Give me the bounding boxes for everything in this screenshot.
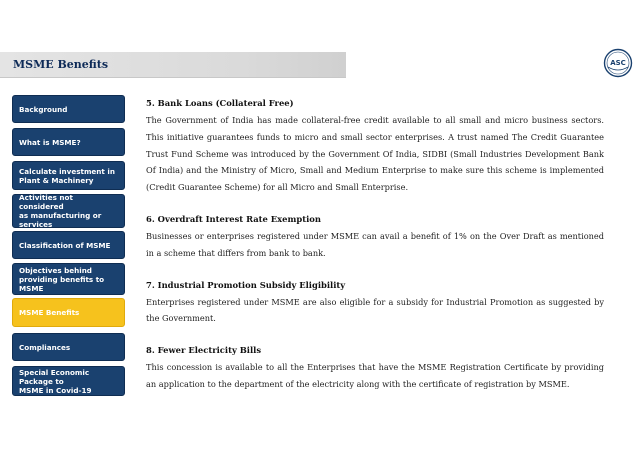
- sidebar-item-label: Special Economic Package to MSME in Covid-19: [19, 367, 92, 395]
- sidebar-item-label: Classification of MSME: [19, 240, 111, 250]
- section-industrial-promotion: [146, 278, 604, 328]
- section-heading: 8. Fewer Electricity Bills: [146, 345, 262, 356]
- sidebar-item-label: Compliances: [19, 342, 71, 352]
- logo-text: ASC: [610, 59, 626, 67]
- section-heading: 6. Overdraft Interest Rate Exemption: [146, 213, 321, 224]
- section-body: Businesses or enterprises registered under MSME can avail a benefit of 1% on the Over Draft as mentioned in a scheme that differs from bank to bank.: [146, 230, 604, 258]
- sidebar-item-label: MSME Benefits: [19, 308, 80, 317]
- sidebar-item-compliances[interactable]: [12, 333, 125, 361]
- page-title: MSME Benefits: [13, 58, 109, 71]
- section-body: This concession is available to all the Enterprises that have the MSME Registration Certificate by providing an application to the department of the electricity along with the certificate of registration by MSME.: [146, 362, 604, 389]
- title-bar: [0, 52, 346, 78]
- section-heading: 7. Industrial Promotion Subsidy Eligibility: [146, 279, 346, 290]
- sidebar-item-objectives[interactable]: [12, 263, 125, 295]
- section-body: The Government of India has made collateral-free credit available to all small and micro business sectors. This initiative guarantees funds to micro and small sector enterprises. A trust named The Credit Guarantee Trust Fund Scheme was introduced by the Government Of India, SIDBI (Small Industries Development Bank Of India) and the Ministry of Micro, Small and Medium Enterprise to make sure this scheme is implemented (Credit Guarantee Scheme) for all Micro and Small Enterprise.: [146, 115, 604, 193]
- sidebar-item-label: What is MSME?: [19, 137, 81, 147]
- main-content: [146, 96, 604, 409]
- company-logo: [603, 48, 633, 78]
- sidebar-item-classification[interactable]: [12, 231, 125, 259]
- sidebar-item-calculate-investment[interactable]: [12, 161, 125, 190]
- sidebar-item-special-economic-package[interactable]: [12, 366, 125, 396]
- sidebar-item-label: Background: [19, 104, 68, 114]
- sidebar-item-label: Calculate investment in Plant & Machinery: [19, 166, 115, 185]
- section-body: Enterprises registered under MSME are also eligible for a subsidy for Industrial Promotion as suggested by the Government.: [146, 296, 604, 324]
- sidebar-item-label: Objectives behind providing benefits to MSME: [19, 265, 105, 293]
- sidebar-item-activities-not-considered[interactable]: [12, 194, 125, 228]
- sidebar-item-background[interactable]: [12, 95, 125, 123]
- sidebar-item-what-is-msme[interactable]: [12, 128, 125, 156]
- section-heading: 5. Bank Loans (Collateral Free): [146, 98, 294, 108]
- sidebar-item-label: Activities not considered as manufacturing or services: [19, 193, 102, 229]
- section-bank-loans: [146, 96, 604, 196]
- sidebar-item-msme-benefits[interactable]: [12, 298, 125, 327]
- section-electricity-bills: [146, 343, 604, 393]
- section-overdraft: [146, 212, 604, 262]
